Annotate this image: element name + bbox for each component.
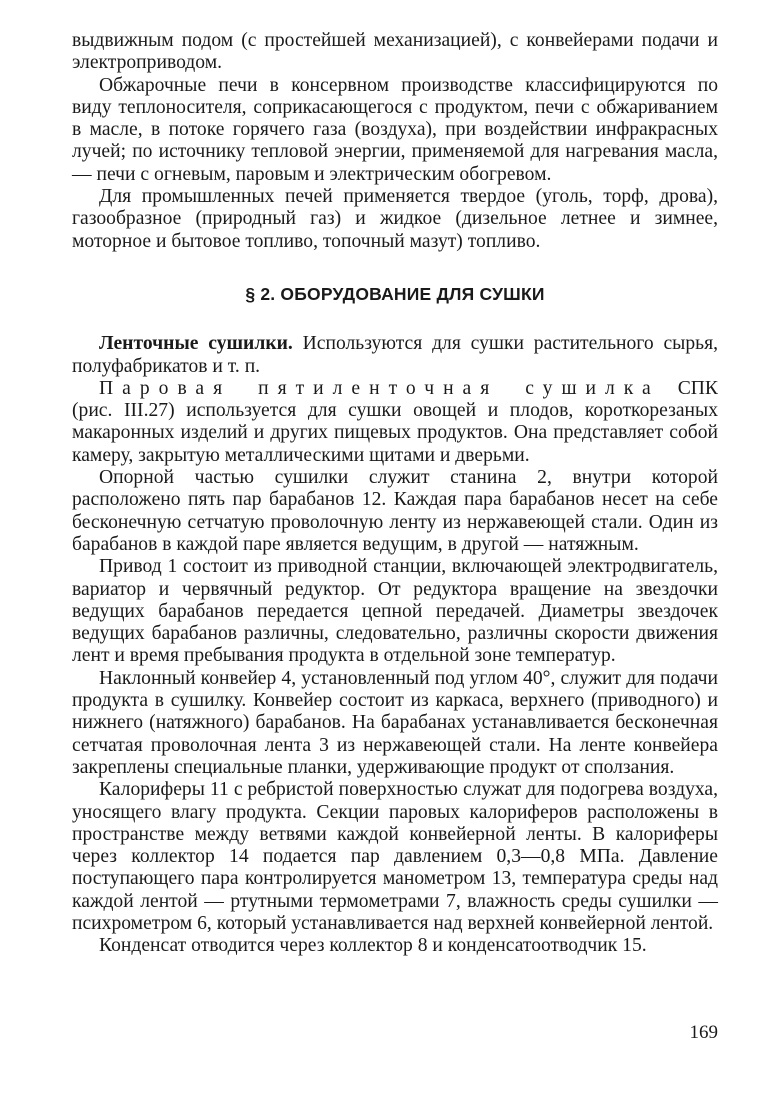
page-body <box>72 30 718 958</box>
spaced-term: Паровая пятиленточная сушилка <box>99 377 660 399</box>
paragraph: Обжарочные печи в консервном производстве классифицируются по виду теплоносителя, соприкасающегося с продуктом, печи с обжариванием в масле, в потоке горячего газа (воздуха), при воздействии инфракрасных лучей; по источнику тепловой энергии, применяемой для нагревания масла, — печи с огневым, паровым и электрическим обогревом. <box>72 74 718 185</box>
paragraph: Для промышленных печей применяется твердое (уголь, торф, дрова), газообразное (природный газ) и жидкое (дизельное летнее и зимнее, моторное и бытовое топливо, топочный мазут) топливо. <box>72 186 718 252</box>
paragraph-text: Используются для сушки растительного сырья, полуфабрикатов и т. п. <box>72 333 718 377</box>
page-number: 169 <box>689 1022 718 1043</box>
paragraph-text: СПК (рис. III.27) используется для сушки овощей и плодов, короткорезаных макаронных изделий и других пищевых продуктов. Она представляет собой камеру, закрытую металлическими щитами и дверьми. <box>72 377 718 466</box>
paragraph: Калориферы 11 с ребристой поверхностью служат для подогрева воздуха, уносящего влагу продукта. Секции паровых калориферов расположены в пространстве между ветвями каждой конвейерной ленты. В калориферы через коллектор 14 подается пар давлением 0,3—0,8 МПа. Давление поступающего пара контролируется манометром 13, температура среды над каждой лентой — ртутными термометрами 7, влажность среды сушилки — психрометром 6, который устанавливается над верхней конвейерной лентой. <box>72 779 718 934</box>
run-in-heading: Ленточные сушилки. <box>99 333 293 355</box>
section-heading: § 2. ОБОРУДОВАНИЕ ДЛЯ СУШКИ <box>245 283 545 304</box>
paragraph: Конденсат отводится через коллектор 8 и конденсатоотводчик 15. <box>99 935 647 957</box>
paragraph: выдвижным подом (с простейшей механизацией), с конвейерами подачи и электроприводом. <box>72 30 718 74</box>
paragraph: Привод 1 состоит из приводной станции, включающей электродвигатель, вариатор и червячный редуктор. От редуктора вращение на звездочки ведущих барабанов передается цепной передачей. Диаметры звездочек ведущих барабанов различны, следовательно, различны скорости движения лент и время пребывания продукта в отдельной зоне температур. <box>72 556 718 667</box>
paragraph: Опорной частью сушилки служит станина 2, внутри которой расположено пять пар барабанов 12. Каждая пара барабанов несет на себе бесконечную сетчатую проволочную ленту из нержавеющей стали. Один из барабанов в каждой паре является ведущим, в другой — натяжным. <box>72 467 718 555</box>
paragraph <box>72 333 718 378</box>
paragraph: Наклонный конвейер 4, установленный под углом 40°, служит для подачи продукта в сушилку. Конвейер состоит из каркаса, верхнего (приводного) и нижнего (натяжного) барабанов. На барабанах устанавливается бесконечная сетчатая проволочная лента 3 из нержавеющей стали. На ленте конвейера закреплены специальные планки, удерживающие продукт от сползания. <box>72 667 718 778</box>
paragraph <box>72 378 718 467</box>
